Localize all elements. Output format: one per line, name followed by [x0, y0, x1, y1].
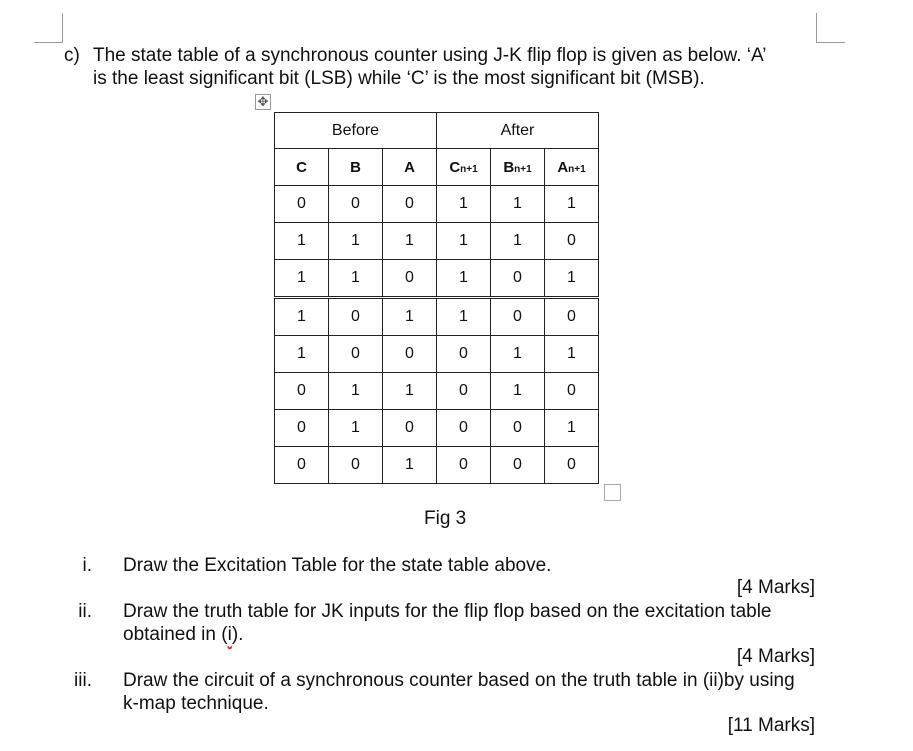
intro-line-1: The state table of a synchronous counter using J-K flip flop is given as below. ‘A’ — [93, 45, 767, 66]
cell: 0 — [437, 410, 491, 447]
cell: 1 — [437, 260, 491, 298]
cell: 1 — [383, 373, 437, 410]
table-row — [275, 373, 599, 410]
cell: 0 — [329, 447, 383, 484]
cell: 1 — [437, 186, 491, 223]
question-text-line-2: k-map technique. — [123, 693, 269, 714]
crop-mark-left — [34, 13, 63, 43]
table-row — [275, 223, 599, 260]
header-before: Before — [275, 113, 437, 149]
cell: 0 — [545, 447, 599, 484]
cell: 1 — [491, 336, 545, 373]
cell: 0 — [275, 186, 329, 223]
intro-line-2: is the least significant bit (LSB) while ‘C’ is the most significant bit (MSB). — [93, 68, 705, 89]
marks-label: [4 Marks] — [736, 577, 815, 598]
question-number: i. — [82, 555, 92, 576]
cell: 0 — [329, 336, 383, 373]
state-table — [274, 112, 599, 484]
table-row — [275, 447, 599, 484]
cell: 0 — [329, 298, 383, 336]
cell: 1 — [329, 410, 383, 447]
question-text-line-2: obtained in (i). — [123, 624, 244, 645]
table-row — [275, 410, 599, 447]
question-text-line-1: Draw the truth table for JK inputs for the flip flop based on the excitation table — [123, 601, 772, 622]
col-a-next: An+1 — [545, 149, 599, 186]
cell: 0 — [491, 298, 545, 336]
table-row — [275, 298, 599, 336]
table-row — [275, 186, 599, 223]
cell: 1 — [437, 223, 491, 260]
cell: 0 — [545, 223, 599, 260]
cell: 0 — [383, 260, 437, 298]
cell: 1 — [383, 447, 437, 484]
cell: 1 — [545, 410, 599, 447]
cell: 1 — [275, 223, 329, 260]
header-after: After — [437, 113, 599, 149]
col-c-next: Cn+1 — [437, 149, 491, 186]
cell: 1 — [383, 298, 437, 336]
cell: 0 — [383, 186, 437, 223]
cell: 0 — [437, 336, 491, 373]
cell: 0 — [329, 186, 383, 223]
figure-caption: Fig 3 — [424, 508, 467, 529]
cell: 0 — [491, 410, 545, 447]
cell: 1 — [329, 260, 383, 298]
table-resize-handle[interactable] — [604, 484, 621, 501]
question-text: Draw the Excitation Table for the state table above. — [123, 555, 552, 576]
cell: 0 — [383, 410, 437, 447]
cell: 1 — [545, 186, 599, 223]
cell: 1 — [491, 186, 545, 223]
cell: 0 — [545, 373, 599, 410]
table-row — [275, 336, 599, 373]
cell: 1 — [491, 373, 545, 410]
cell: 1 — [329, 223, 383, 260]
col-c: C — [275, 149, 329, 186]
col-b-next: Bn+1 — [491, 149, 545, 186]
cell: 0 — [275, 410, 329, 447]
marks-label: [11 Marks] — [727, 715, 815, 736]
cell: 1 — [275, 298, 329, 336]
crop-mark-right — [816, 13, 845, 43]
question-label: c) — [64, 45, 80, 66]
question-text-line-1: Draw the circuit of a synchronous counter based on the truth table in (ii)by using — [123, 670, 795, 691]
question-number: ii. — [78, 601, 92, 622]
cell: 1 — [545, 336, 599, 373]
cell: 0 — [275, 447, 329, 484]
cell: 0 — [491, 447, 545, 484]
table-row — [275, 260, 599, 298]
cell: 0 — [383, 336, 437, 373]
cell: 1 — [383, 223, 437, 260]
marks-label: [4 Marks] — [736, 646, 815, 667]
col-a: A — [383, 149, 437, 186]
cell: 1 — [491, 223, 545, 260]
cell: 1 — [275, 260, 329, 298]
cell: 1 — [545, 260, 599, 298]
cell: 0 — [437, 373, 491, 410]
cell: 1 — [329, 373, 383, 410]
spelling-flag: i — [227, 624, 232, 645]
table-move-handle-icon[interactable]: ✥ — [255, 94, 271, 110]
col-b: B — [329, 149, 383, 186]
cell: 0 — [437, 447, 491, 484]
cell: 0 — [545, 298, 599, 336]
cell: 1 — [275, 336, 329, 373]
cell: 0 — [275, 373, 329, 410]
question-number: iii. — [74, 670, 92, 691]
cell: 1 — [437, 298, 491, 336]
cell: 0 — [491, 260, 545, 298]
